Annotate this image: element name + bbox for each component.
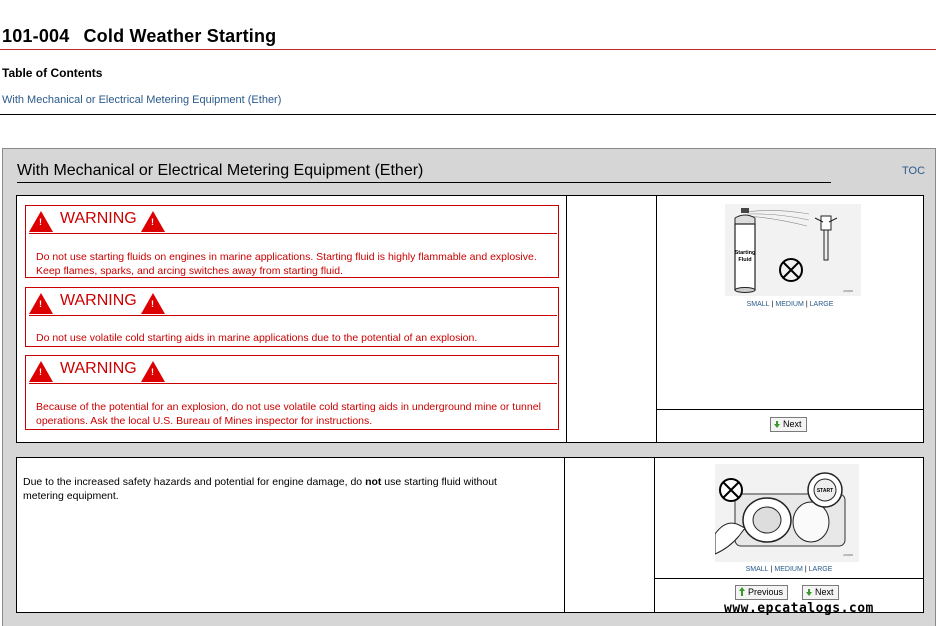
- warning-box: [25, 205, 559, 278]
- procedure-number: 101-004: [2, 26, 70, 46]
- figure-cell: [657, 196, 923, 442]
- step-row-2: [16, 457, 924, 613]
- svg-text:c00000: c00000: [843, 553, 853, 557]
- step-text-emphasis: not: [365, 476, 382, 488]
- size-medium-link[interactable]: MEDIUM: [775, 301, 804, 308]
- toc-divider: [0, 114, 936, 115]
- step-text: [23, 475, 523, 503]
- svg-text:c00000: c00000: [843, 289, 853, 293]
- start-button-figure[interactable]: [715, 464, 859, 562]
- warning-text: Do not use volatile cold starting aids in marine applications due to the potential of an explosion.: [36, 332, 478, 344]
- warning-box: [25, 355, 559, 430]
- warning-label: WARNING: [60, 292, 137, 309]
- warning-triangle-icon: [29, 361, 53, 382]
- warning-header: [29, 360, 557, 384]
- warning-text: Do not use starting fluids on engines in marine applications. Starting fluid is highly flammable and explosive. Keep flames, sparks, and arcing switches away from starting fluid.: [36, 251, 537, 277]
- step-text-part: Due to the increased safety hazards and potential for engine damage, do: [23, 476, 366, 488]
- warning-triangle-icon: [29, 293, 53, 314]
- warning-text: Because of the potential for an explosion, do not use volatile cold starting aids in underground mine or tunnel operations. Ask the local U.S. Bureau of Mines inspector for instructions.: [36, 401, 541, 427]
- next-button-label: Next: [783, 419, 802, 429]
- toc-back-link[interactable]: TOC: [902, 165, 926, 177]
- image-size-links: SMALL | MEDIUM | LARGE: [746, 301, 834, 308]
- warning-label: WARNING: [60, 210, 137, 227]
- start-button-text: START: [816, 488, 834, 494]
- toc-link-metering-equipment[interactable]: With Mechanical or Electrical Metering Equipment (Ether): [2, 94, 282, 106]
- warning-triangle-icon: [29, 211, 53, 232]
- up-arrow-icon: [739, 587, 745, 596]
- previous-button[interactable]: [735, 585, 788, 600]
- figure-area: [655, 458, 923, 579]
- warning-triangle-icon: [141, 361, 165, 382]
- svg-text:Starting: Starting: [734, 250, 756, 256]
- figure-cell: [655, 458, 923, 612]
- spacer-cell: [565, 458, 655, 612]
- warning-header: [29, 292, 557, 316]
- size-medium-link[interactable]: MEDIUM: [774, 566, 803, 573]
- down-arrow-icon: [774, 419, 780, 428]
- previous-button-label: Previous: [748, 587, 784, 597]
- step-text-cell: [17, 458, 565, 612]
- title-divider: [0, 49, 936, 50]
- section-panel: [2, 148, 936, 626]
- down-arrow-icon: [806, 587, 812, 596]
- next-button-label: Next: [815, 587, 834, 597]
- section-divider: [17, 182, 831, 183]
- warnings-cell: [17, 196, 567, 442]
- warning-box: [25, 287, 559, 347]
- step-row-1: [16, 195, 924, 443]
- starting-fluid-figure[interactable]: [725, 204, 861, 296]
- warning-label: WARNING: [60, 360, 137, 377]
- svg-text:Fluid: Fluid: [738, 257, 752, 263]
- figure-area: [657, 196, 923, 410]
- section-title: With Mechanical or Electrical Metering Equipment (Ether): [17, 162, 424, 179]
- warning-header: [29, 210, 557, 234]
- size-large-link[interactable]: LARGE: [809, 301, 834, 308]
- next-button[interactable]: [770, 417, 807, 432]
- next-button[interactable]: [802, 585, 839, 600]
- figure-nav: [657, 410, 923, 442]
- warning-triangle-icon: [141, 293, 165, 314]
- size-large-link[interactable]: LARGE: [808, 566, 833, 573]
- spacer-cell: [567, 196, 657, 442]
- page-title: [2, 26, 276, 47]
- image-size-links: SMALL | MEDIUM | LARGE: [745, 566, 833, 573]
- toc-heading: Table of Contents: [2, 66, 103, 80]
- warning-triangle-icon: [141, 211, 165, 232]
- size-small-link[interactable]: SMALL: [746, 301, 770, 308]
- procedure-title: Cold Weather Starting: [83, 26, 277, 46]
- size-small-link[interactable]: SMALL: [745, 566, 769, 573]
- step-text-part: use starting fluid without metering equipment.: [23, 476, 497, 502]
- watermark-text: www.epcatalogs.com: [724, 601, 874, 616]
